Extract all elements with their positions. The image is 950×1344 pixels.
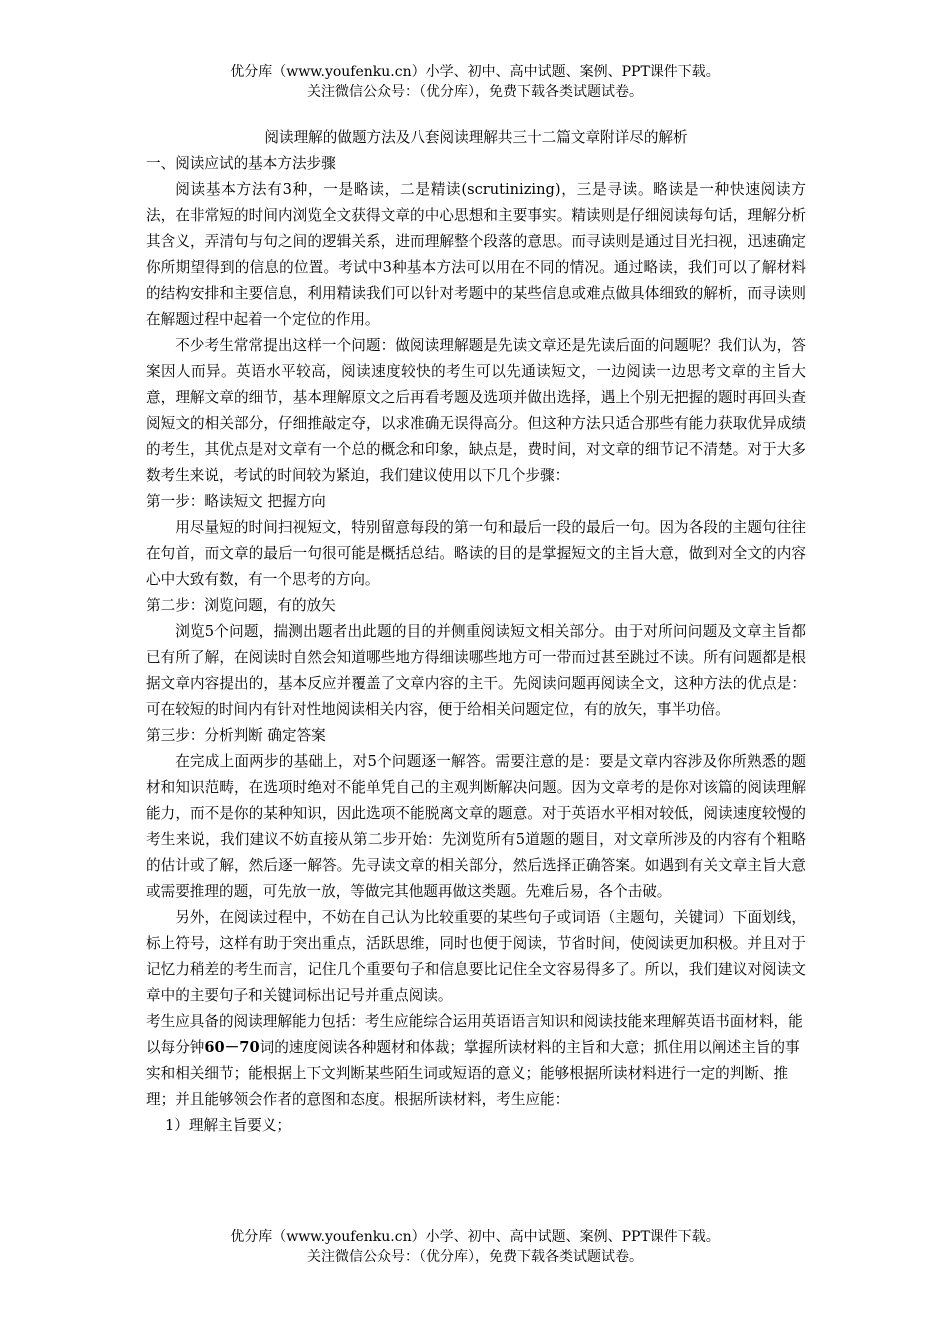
reading-speed-value: 60－70	[204, 1039, 260, 1056]
step-3-heading: 第三步：分析判断 确定答案	[146, 727, 326, 744]
paragraph-7	[146, 1009, 806, 1113]
document-body	[146, 125, 806, 1139]
header-line-1: 优分库（www.youfenku.cn）小学、初中、高中试题、案例、PPT课件下载。	[230, 64, 720, 80]
list-item-1: 1）理解主旨要义；	[164, 1117, 292, 1134]
footer-line-2: 关注微信公众号：（优分库），免费下载各类试题试卷。	[307, 1249, 643, 1265]
page-footer	[0, 1227, 950, 1267]
footer-line-1: 优分库（www.youfenku.cn）小学、初中、高中试题、案例、PPT课件下载。	[230, 1229, 720, 1245]
header-line-2: 关注微信公众号：（优分库），免费下载各类试题试卷。	[307, 84, 643, 100]
paragraph-7-part-1: 考生应具备的阅读理解能力包括：考生应能综合运用英语语言知识和阅读技能来理解英语书面材料，能以每分钟	[146, 1013, 803, 1056]
document-title: 阅读理解的做题方法及八套阅读理解共三十二篇文章附详尽的解析	[264, 129, 688, 146]
step-2-heading: 第二步：浏览问题，有的放矢	[146, 597, 336, 614]
paragraph-6: 另外，在阅读过程中，不妨在自己认为比较重要的某些句子或词语（主题句，关键词）下面划线，标上符号，这样有助于突出重点，活跃思维，同时也便于阅读，节省时间，使阅读更加积极。并且对于记忆力稍差的考生而言，记住几个重要句子和信息要比记住全文容易得多了。所以，我们建议对阅读文章中的主要句子和关键词标出记号并重点阅读。	[146, 909, 806, 1004]
step-1-heading: 第一步：略读短文 把握方向	[146, 493, 326, 510]
page-header	[0, 62, 950, 102]
paragraph-2: 不少考生常常提出这样一个问题：做阅读理解题是先读文章还是先读后面的问题呢？我们认为，答案因人而异。英语水平较高，阅读速度较快的考生可以先通读短文，一边阅读一边思考文章的主旨大意，理解文章的细节，基本理解原文之后再看考题及选项并做出选择，遇上个别无把握的题时再回头查阅短文的相关部分，仔细推敲定夺，以求准确无误得高分。但这种方法只适合那些有能力获取优异成绩的考生，其优点是对文章有一个总的概念和印象，缺点是，费时间，对文章的细节记不清楚。对于大多数考生来说，考试的时间较为紧迫，我们建议使用以下几个步骤：	[146, 337, 806, 484]
paragraph-5: 在完成上面两步的基础上，对5个问题逐一解答。需要注意的是：要是文章内容涉及你所熟悉的题材和知识范畴，在选项时绝对不能单凭自己的主观判断解决问题。因为文章考的是你对该篇的阅读理解能力，而不是你的某种知识，因此选项不能脱离文章的题意。对于英语水平相对较低，阅读速度较慢的考生来说，我们建议不妨直接从第二步开始：先浏览所有5道题的题目，对文章所涉及的内容有个粗略的估计或了解，然后逐一解答。先寻读文章的相关部分，然后选择正确答案。如遇到有关文章主旨大意或需要推理的题，可先放一放，等做完其他题再做这类题。先难后易，各个击破。	[146, 753, 806, 900]
paragraph-7-part-2: 词的速度阅读各种题材和体裁；掌握所读材料的主旨和大意；抓住用以阐述主旨的事实和相关细节；能根据上下文判断某些陌生词或短语的意义；能够根据所读材料进行一定的判断、推理；并且能够领会作者的意图和态度。根据所读材料，考生应能：	[146, 1039, 800, 1108]
paragraph-3: 用尽量短的时间扫视短文，特别留意每段的第一句和最后一段的最后一句。因为各段的主题句往往在句首，而文章的最后一句很可能是概括总结。略读的目的是掌握短文的主旨大意，做到对全文的内容心中大致有数，有一个思考的方向。	[146, 519, 806, 588]
section-heading: 一、阅读应试的基本方法步骤	[146, 155, 336, 172]
paragraph-1: 阅读基本方法有3种，一是略读，二是精读(scrutinizing)，三是寻读。略读是一种快速阅读方法，在非常短的时间内浏览全文获得文章的中心思想和主要事实。精读则是仔细阅读每句话，理解分析其含义，弄清句与句之间的逻辑关系，进而理解整个段落的意思。而寻读则是通过目光扫视，迅速确定你所期望得到的信息的位置。考试中3种基本方法可以用在不同的情况。通过略读，我们可以了解材料的结构安排和主要信息，利用精读我们可以针对考题中的某些信息或难点做具体细致的解析，而寻读则在解题过程中起着一个定位的作用。	[146, 181, 806, 328]
paragraph-4: 浏览5个问题，揣测出题者出此题的目的并侧重阅读短文相关部分。由于对所问问题及文章主旨都已有所了解，在阅读时自然会知道哪些地方得细读哪些地方可一带而过甚至跳过不读。所有问题都是根据文章内容提出的，基本反应并覆盖了文章内容的主干。先阅读问题再阅读全文，这种方法的优点是：可在较短的时间内有针对性地阅读相关内容，便于给相关问题定位，有的放矢，事半功倍。	[146, 623, 806, 718]
